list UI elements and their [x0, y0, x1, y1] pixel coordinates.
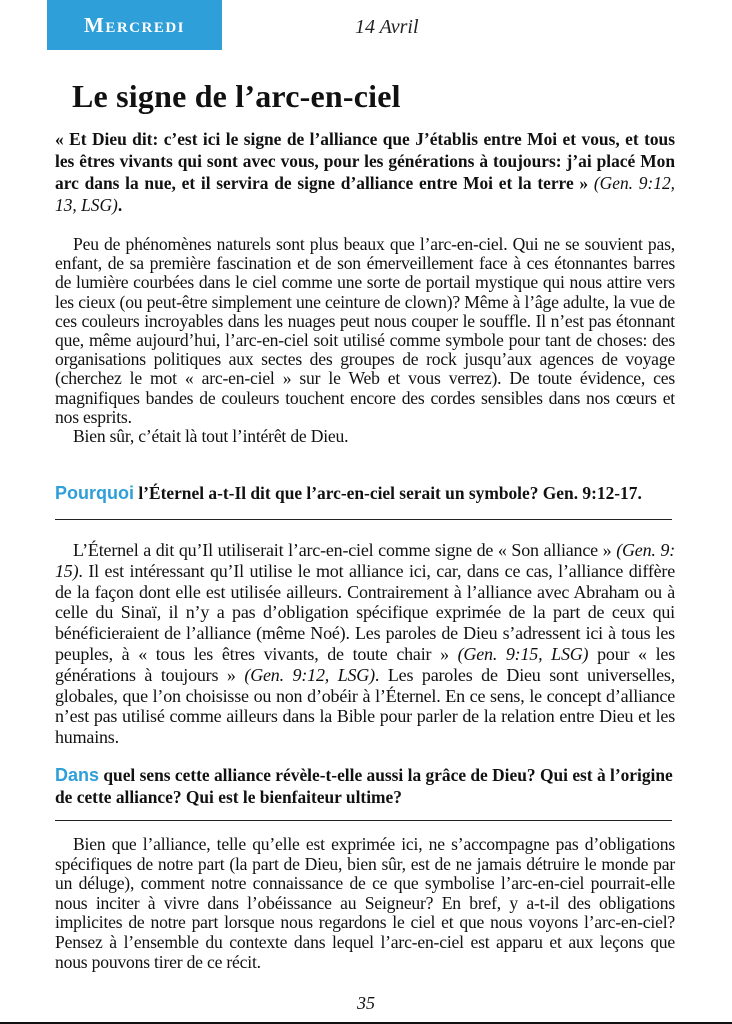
answer-line-2	[55, 820, 672, 821]
reflection-paragraph-text: Bien que l’alliance, telle qu’elle est exprimée ici, ne s’accompagne pas d’obligations spécifiques de notre part (la part de Dieu, bien sûr, est de ne jamais détruire le monde par un déluge), comment notre connaissance de ce que symbolise l’arc-en-ciel pourrait-elle nous inciter à vivre dans l’obéissance au Seigneur? En bref, y a-t-il des obligations implicites de notre part lorsque nous regardons le ciel et que nous voyons l’arc-en-ciel? Pensez à l’ensemble du contexte dans lequel l’arc-en-ciel est apparu et aux leçons que nous pouvons tirer de ce récit.	[55, 834, 675, 972]
covenant-part-4: . Les paroles de Dieu sont universelles, globales, que l’on choisisse ou non d’obéir à l’Éternel. En ce sens, le concept d’alliance n’est pas utilisé comme ailleurs dans la Bible pour parler de la relation entre Dieu et les humains.	[55, 664, 675, 748]
covenant-ref-3: (Gen. 9:12, LSG)	[244, 664, 375, 685]
date-label: 14 Avril	[355, 16, 419, 38]
day-tab	[47, 0, 222, 50]
page-title: Le signe de l’arc-en-ciel	[72, 78, 401, 114]
page-number: 35	[357, 993, 375, 1013]
memory-verse-reference: (Gen. 9:12, 13, LSG)	[55, 173, 675, 215]
answer-line-1	[55, 519, 672, 520]
day-label: Mercredi	[84, 12, 185, 37]
covenant-paragraph	[55, 540, 675, 748]
covenant-part-2: . Il est intéressant qu’Il utilise le mot alliance ici, car, dans ce cas, l’alliance diffère de la façon dont elle est utilisée ailleurs. Contrairement à l’alliance avec Abraham ou à celle du Sinaï, il n’y a pas d’obligation spécifique exprimée de la part de ceux qui bénéficieraient de l’alliance (même Noé). Les paroles de Dieu s’adressent ici à tous les peuples, à « tous les êtres vivants, de toute chair »	[55, 560, 675, 664]
question-1-text: l’Éternel a-t-Il dit que l’arc-en-ciel serait un symbole? Gen. 9:12-17.	[134, 483, 642, 503]
question-1-lead: Pourquoi	[55, 483, 134, 503]
intro-paragraph-followup: Bien sûr, c’était là tout l’intérêt de Dieu.	[73, 426, 349, 447]
covenant-part-3: pour « les générations à toujours »	[55, 643, 676, 685]
question-2	[55, 764, 675, 808]
question-2-text: quel sens cette alliance révèle-t-elle aussi la grâce de Dieu? Qui est à l’origine de cette alliance? Qui est le bienfaiteur ultime?	[55, 765, 673, 807]
intro-paragraph-text: Peu de phénomènes naturels sont plus beaux que l’arc-en-ciel. Qui ne se souvient pas, enfant, de sa première fascination et de son émerveillement face à ces étonnantes barres de lumière courbées dans le ciel comme une sorte de portail mystique qui nous attire vers les cieux (ou peut-être simplement une ceinture de clown)? Même à l’âge adulte, la vue de ces couleurs incroyables dans les nuages peut nous couper le souffle. Il n’est pas étonnant que, même aujourd’hui, l’arc-en-ciel soit utilisé comme symbole pour tant de choses: des organisations politiques aux sectes des groupes de rock jusqu’aux agences de voyage (cherchez le mot « arc-en-ciel » sur le Web et vous verrez). De toute évidence, ces magnifiques bandes de couleurs touchent encore des cordes sensibles dans nos cœurs et nos esprits.	[55, 234, 675, 427]
covenant-paragraph-text	[55, 540, 675, 748]
memory-verse-end: .	[117, 195, 123, 215]
reflection-paragraph	[55, 835, 675, 972]
covenant-part-1: L’Éternel a dit qu’Il utiliserait l’arc-en-ciel comme signe de « Son alliance »	[73, 540, 617, 560]
covenant-ref-1: (Gen. 9: 15)	[55, 540, 675, 581]
memory-verse-text: « Et Dieu dit: c’est ici le signe de l’alliance que J’établis entre Moi et vous, et tous les êtres vivants qui sont avec vous, pour les générations à toujours: j’ai placé Mon arc dans la nue, et il servira de signe d’alliance entre Moi et la terre »	[55, 129, 675, 193]
memory-verse	[55, 128, 675, 216]
covenant-ref-2: (Gen. 9:15, LSG)	[457, 643, 589, 664]
intro-paragraph	[55, 235, 675, 446]
question-2-lead: Dans	[55, 765, 100, 785]
question-1	[55, 482, 675, 504]
